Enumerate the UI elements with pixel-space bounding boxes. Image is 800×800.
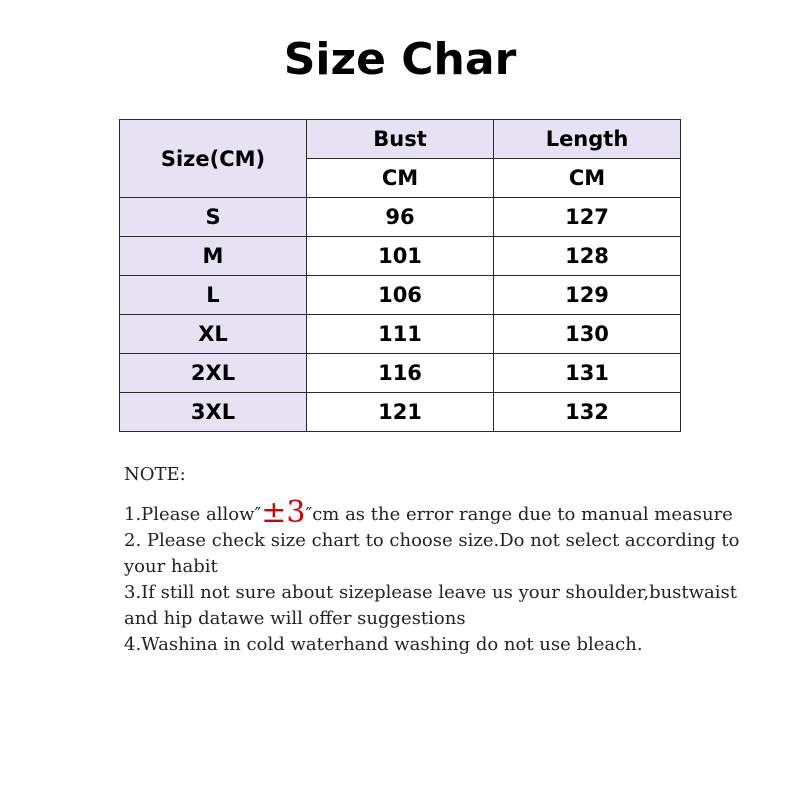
size-cell: S: [120, 198, 307, 237]
bust-column-header: Bust: [307, 120, 494, 159]
table-row: [120, 276, 681, 315]
size-cell: 2XL: [120, 354, 307, 393]
care-note: [124, 462, 764, 658]
length-column-header: Length: [494, 120, 681, 159]
length-cell: 129: [494, 276, 681, 315]
table-row: [120, 237, 681, 276]
length-cell: 127: [494, 198, 681, 237]
table-row: [120, 198, 681, 237]
table-header-row: [120, 120, 681, 159]
note-line1-prefix: 1.Please allow″: [124, 504, 262, 525]
note-item-size-chart: 2. Please check size chart to choose size.Do not select according to your habit: [124, 530, 740, 577]
note-item-washing: 4.Washina in cold waterhand washing do not use bleach.: [124, 634, 643, 655]
size-cell: L: [120, 276, 307, 315]
bust-cell: 116: [307, 354, 494, 393]
page-title: Size Char: [283, 34, 517, 85]
length-cell: 131: [494, 354, 681, 393]
length-unit-cell: CM: [494, 159, 681, 198]
size-cell: XL: [120, 315, 307, 354]
bust-unit-cell: CM: [307, 159, 494, 198]
table-row: [120, 315, 681, 354]
length-cell: 128: [494, 237, 681, 276]
size-chart-table: [119, 119, 681, 432]
tolerance-highlight: ±3: [261, 495, 306, 530]
bust-cell: 101: [307, 237, 494, 276]
table-row: [120, 393, 681, 432]
size-cell: M: [120, 237, 307, 276]
size-cell: 3XL: [120, 393, 307, 432]
length-cell: 132: [494, 393, 681, 432]
bust-cell: 96: [307, 198, 494, 237]
note-line1-suffix: ″cm as the error range due to manual measure: [305, 504, 733, 525]
note-item-error-range: [124, 495, 764, 530]
length-cell: 130: [494, 315, 681, 354]
table-row: [120, 354, 681, 393]
bust-cell: 121: [307, 393, 494, 432]
bust-cell: 106: [307, 276, 494, 315]
size-column-header: Size(CM): [120, 120, 307, 198]
note-heading: NOTE:: [124, 464, 186, 485]
note-item-contact: 3.If still not sure about sizeplease leave us your shoulder,bustwaist and hip datawe will offer suggestions: [124, 582, 738, 629]
bust-cell: 111: [307, 315, 494, 354]
